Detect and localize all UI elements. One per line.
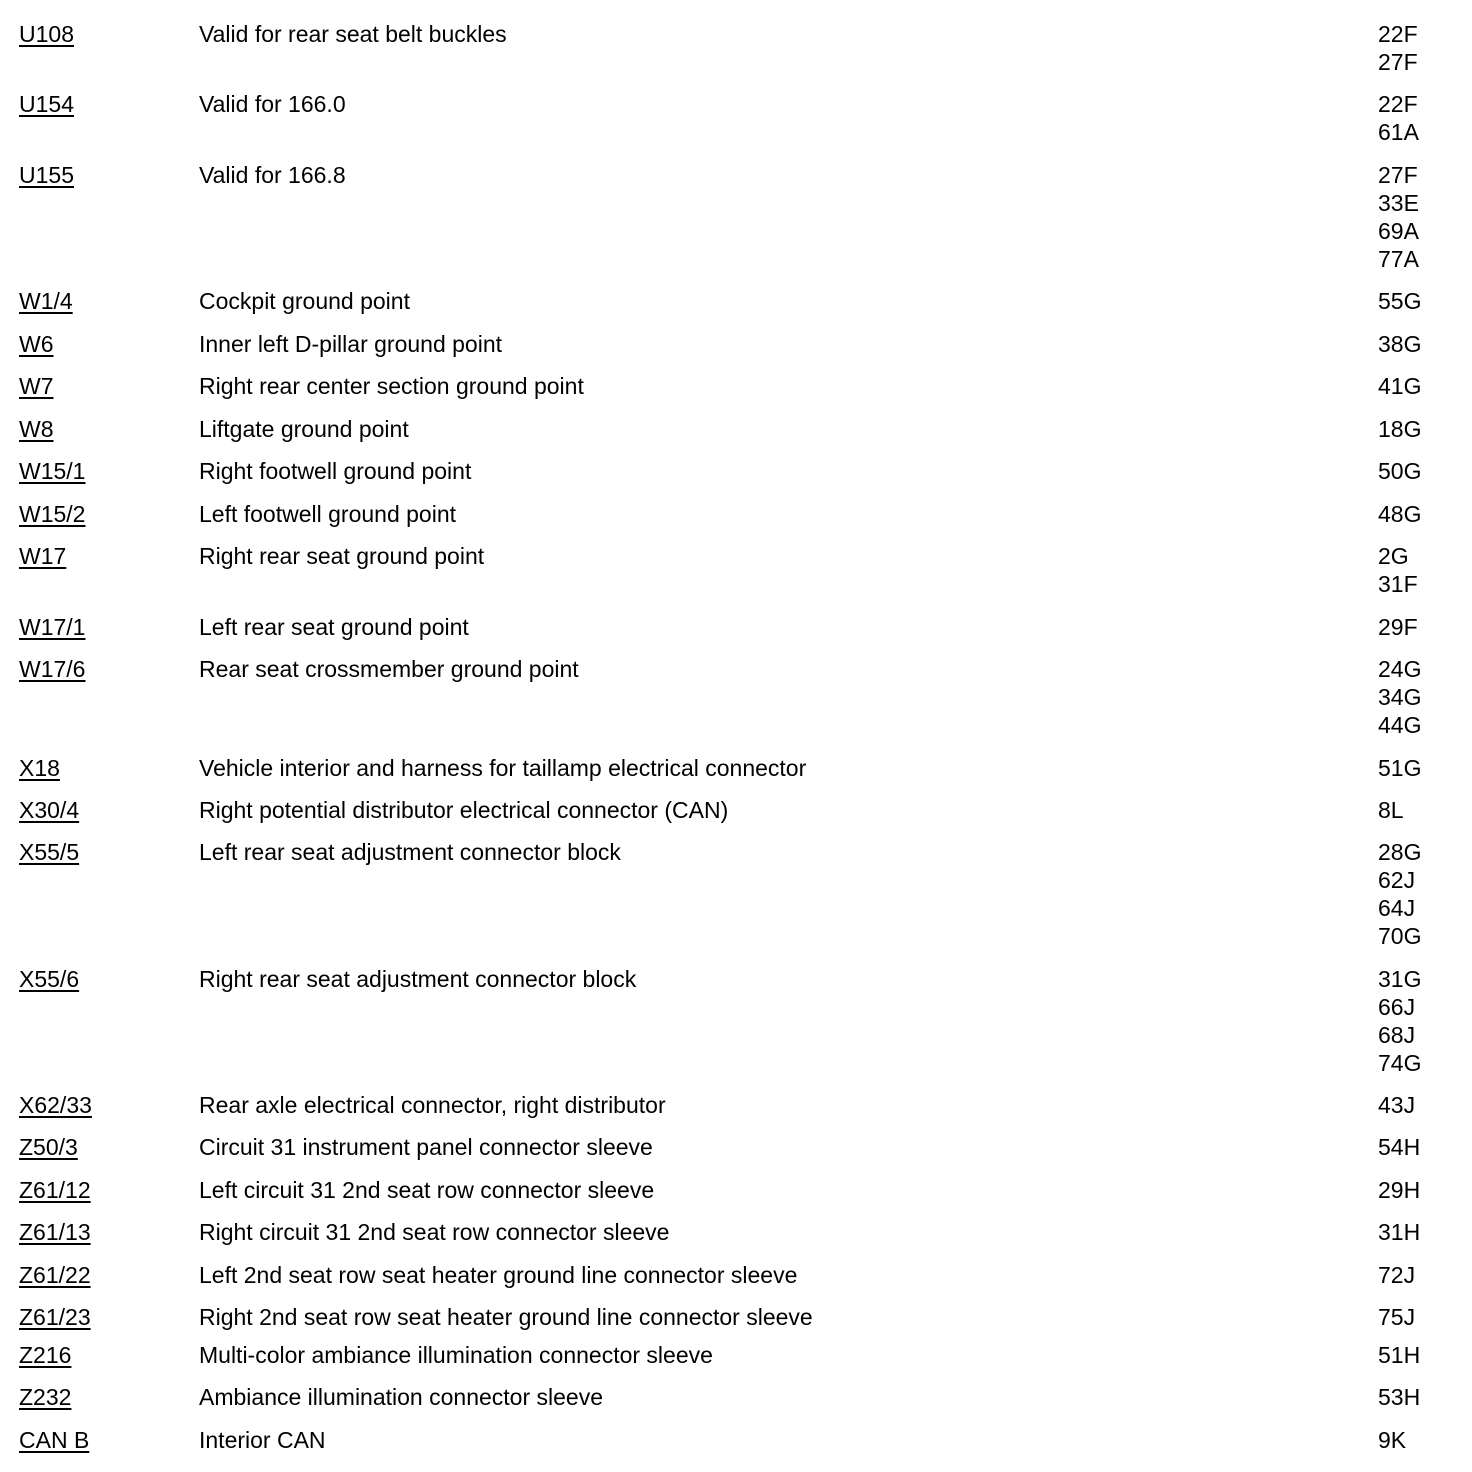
component-description: Liftgate ground point [199,416,409,442]
component-description: Cockpit ground point [199,288,410,314]
component-code-link[interactable]: Z61/12 [19,1177,91,1203]
component-description: Right rear seat ground point [199,543,485,569]
grid-reference-list [1378,1218,1420,1246]
grid-reference: 72J [1378,1262,1416,1288]
component-code-link[interactable]: X55/5 [19,839,80,865]
component-description: Right rear center section ground point [199,373,584,399]
grid-reference: 53H [1378,1384,1421,1410]
component-code-link[interactable]: CAN B [19,1427,90,1453]
grid-reference-list [1378,1261,1415,1289]
grid-reference-list [1378,1091,1415,1119]
grid-reference: 50G [1378,458,1422,484]
component-code-link[interactable]: W17 [19,543,67,569]
grid-reference-list [1378,161,1419,273]
grid-reference-list [1378,754,1421,782]
component-code-link[interactable]: W7 [19,373,54,399]
grid-reference: 44G [1378,712,1422,738]
component-description: Right footwell ground point [199,458,472,484]
component-code-link[interactable]: X30/4 [19,797,80,823]
component-description: Valid for 166.0 [199,91,346,117]
component-code-link[interactable]: U154 [19,91,74,117]
grid-reference-list [1378,613,1418,641]
grid-reference-list [1378,838,1421,950]
grid-reference-list [1378,1341,1420,1369]
grid-reference: 34G [1378,684,1422,710]
grid-reference: 18G [1378,416,1422,442]
grid-reference-list [1378,1176,1420,1204]
component-description: Vehicle interior and harness for taillamp electrical connector [199,755,807,781]
component-description: Interior CAN [199,1427,326,1453]
grid-reference: 31H [1378,1219,1421,1245]
component-code-link[interactable]: W1/4 [19,288,73,314]
component-description: Right circuit 31 2nd seat row connector sleeve [199,1219,670,1245]
component-code-link[interactable]: X62/33 [19,1092,92,1118]
grid-reference: 27F [1378,162,1418,188]
grid-reference-list [1378,1383,1420,1411]
grid-reference: 54H [1378,1134,1421,1160]
component-description: Ambiance illumination connector sleeve [199,1384,603,1410]
grid-reference-list [1378,415,1421,443]
grid-reference-list [1378,965,1421,1077]
grid-reference: 55G [1378,288,1422,314]
component-description: Right 2nd seat row seat heater ground line connector sleeve [199,1304,813,1330]
component-code-link[interactable]: W15/2 [19,501,86,527]
grid-reference-list [1378,1133,1420,1161]
grid-reference-list [1378,542,1418,598]
grid-reference-list [1378,500,1421,528]
grid-reference-list [1378,372,1421,400]
component-code-link[interactable]: U108 [19,21,74,47]
grid-reference-list [1378,1426,1406,1454]
component-description: Rear seat crossmember ground point [199,656,579,682]
component-description: Inner left D-pillar ground point [199,331,502,357]
grid-reference: 48G [1378,501,1422,527]
grid-reference-list [1378,20,1418,76]
grid-reference: 38G [1378,331,1422,357]
grid-reference: 31G [1378,966,1422,992]
component-code-link[interactable]: Z232 [19,1384,72,1410]
grid-reference: 61A [1378,119,1419,145]
component-code-link[interactable]: Z216 [19,1342,72,1368]
grid-reference: 27F [1378,49,1418,75]
component-description: Left rear seat adjustment connector block [199,839,621,865]
grid-reference-list [1378,457,1421,485]
component-description: Left rear seat ground point [199,614,469,640]
grid-reference: 43J [1378,1092,1416,1118]
component-code-link[interactable]: W15/1 [19,458,86,484]
component-code-link[interactable]: X18 [19,755,60,781]
component-code-link[interactable]: U155 [19,162,74,188]
grid-reference: 2G [1378,543,1409,569]
component-description: Multi-color ambiance illumination connector sleeve [199,1342,713,1368]
grid-reference-list [1378,1303,1415,1331]
grid-reference: 77A [1378,246,1419,272]
component-code-link[interactable]: Z61/22 [19,1262,91,1288]
grid-reference: 24G [1378,656,1422,682]
grid-reference: 29H [1378,1177,1421,1203]
component-code-link[interactable]: Z61/23 [19,1304,91,1330]
grid-reference-list [1378,655,1421,739]
component-description: Circuit 31 instrument panel connector sleeve [199,1134,653,1160]
grid-reference: 74G [1378,1050,1422,1076]
grid-reference: 66J [1378,994,1416,1020]
grid-reference: 31F [1378,571,1418,597]
grid-reference-list [1378,287,1421,315]
grid-reference-list [1378,330,1421,358]
grid-reference: 64J [1378,895,1416,921]
component-code-link[interactable]: Z61/13 [19,1219,91,1245]
grid-reference: 62J [1378,867,1416,893]
grid-reference: 41G [1378,373,1422,399]
grid-reference: 69A [1378,218,1419,244]
component-code-link[interactable]: W17/6 [19,656,86,682]
grid-reference-list [1378,796,1404,824]
component-code-link[interactable]: Z50/3 [19,1134,78,1160]
grid-reference: 22F [1378,91,1418,117]
grid-reference: 51G [1378,755,1422,781]
grid-reference: 51H [1378,1342,1421,1368]
component-description: Right rear seat adjustment connector block [199,966,637,992]
component-code-link[interactable]: W6 [19,331,54,357]
component-description: Rear axle electrical connector, right distributor [199,1092,666,1118]
component-description: Left footwell ground point [199,501,457,527]
component-description: Left 2nd seat row seat heater ground line connector sleeve [199,1262,798,1288]
component-description: Valid for 166.8 [199,162,346,188]
grid-reference: 8L [1378,797,1404,823]
grid-reference: 68J [1378,1022,1416,1048]
component-code-link[interactable]: W17/1 [19,614,86,640]
grid-reference: 33E [1378,190,1419,216]
grid-reference: 28G [1378,839,1422,865]
grid-reference: 75J [1378,1304,1416,1330]
component-code-link[interactable]: X55/6 [19,966,80,992]
grid-reference: 70G [1378,923,1422,949]
grid-reference: 9K [1378,1427,1407,1453]
grid-reference: 22F [1378,21,1418,47]
component-description: Left circuit 31 2nd seat row connector sleeve [199,1177,655,1203]
component-code-link[interactable]: W8 [19,416,54,442]
component-description: Right potential distributor electrical connector (CAN) [199,797,729,823]
component-description: Valid for rear seat belt buckles [199,21,507,47]
grid-reference: 29F [1378,614,1418,640]
grid-reference-list [1378,90,1419,146]
